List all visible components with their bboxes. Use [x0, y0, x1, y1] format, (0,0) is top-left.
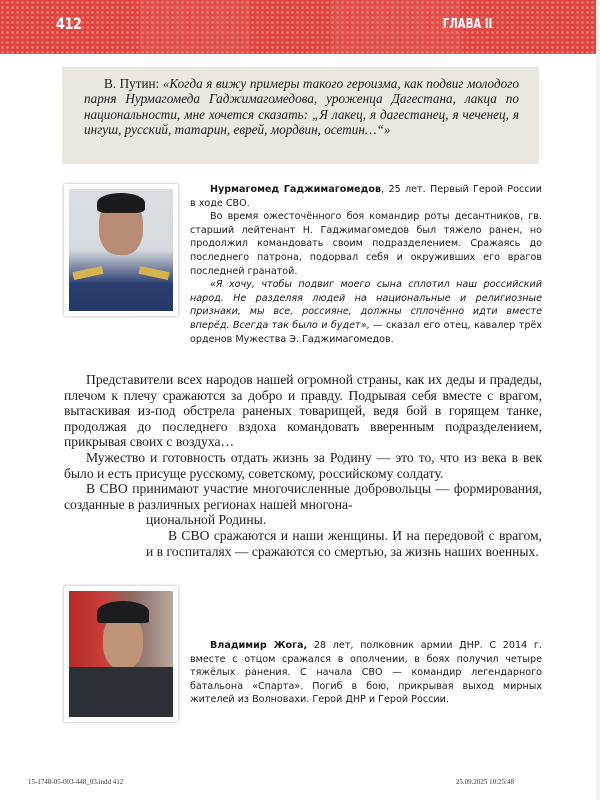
hero1-photo — [64, 184, 178, 316]
shoulder-strap-right — [138, 266, 169, 280]
body-paragraph: В СВО принимают участие многочисленные добровольцы — формирования, созданные в различных регионах нашей многона- — [64, 481, 542, 512]
uniform-shape — [69, 667, 173, 717]
halftone-band — [330, 0, 460, 54]
hero2-caption — [190, 639, 542, 707]
father-attribution: , — сказал его отец, кавалер трёх орденов Мужества Э. Гаджимагомедов. — [190, 319, 542, 345]
body-paragraph: Представители всех народов нашей огромной страны, как их деды и прадеды, плечом к плечу сражаются за добро и правду. Подрывая себя вместе с врагом, вытаскивая из-под обстрела раненых товарищей, ведя бой в горящем танке, продолжая до последнего вздоха командовать вверенным подразделением, прикрывая своих с воздуха… — [64, 372, 542, 450]
hero1-paragraph: Во время ожесточённого боя командир роты десантников, гв. старший лейтенант Н. Гаджимагомедов был тяжело ранен, но продолжил командовать своим подразделением. Сражаясь до последнего патрона, подорвал себя и окруживших его врагов последней гранатой. — [190, 211, 542, 277]
body-paragraph: Мужество и готовность отдать жизнь за Родину — это то, что из века в век было и есть присуще русскому, советскому, российскому солдату. — [64, 449, 542, 481]
hero2-photo — [64, 586, 178, 722]
hair-shape — [97, 193, 145, 213]
beret-shape — [97, 601, 149, 623]
halftone-band — [140, 0, 250, 54]
hero1-caption — [190, 183, 542, 346]
body-paragraph: В СВО сражаются и наши женщины. И на передовой с врагом, и в госпиталях — сражаются со смертью, за жизнь наших военных. — [146, 527, 542, 559]
quote-speaker: В. Путин: — [104, 76, 163, 91]
body-paragraph-tail: циональной Родины. — [146, 512, 267, 528]
footer-timestamp: 25.09.2025 10:25:48 — [455, 778, 514, 786]
shoulder-strap-left — [72, 266, 103, 280]
footer-file-info: 15-1748-05-003-448_03.indd 412 — [28, 778, 124, 786]
page-edge — [596, 0, 600, 800]
portrait-image — [69, 189, 173, 311]
portrait-image — [69, 591, 173, 717]
chapter-label: ГЛАВА II — [442, 17, 492, 32]
hero1-name: Нурмагомед Гаджимагомедов — [210, 184, 382, 195]
page-header — [0, 0, 600, 54]
quote-text: «Когда я вижу примеры такого героизма, как подвиг молодого парня Нурмагомеда Гаджимагомедова, уроженца Дагестана, лакца по национальности, мне хочется сказать: „Я лакец, я дагестанец, я чеченец, я ингуш, русский, татарин, еврей, мордвин, осетин…“» — [84, 76, 519, 138]
putin-quote-box — [62, 67, 539, 164]
hero1-intro: , 25 лет. Первый Герой России в ходе СВО. — [190, 184, 542, 209]
main-text — [64, 372, 542, 559]
hero2-name: Владимир Жога, — [210, 640, 308, 651]
hero2-text: 28 лет, полковник армии ДНР. С 2014 г. вместе с отцом сражался в ополчении, в боях получил четыре тяжёлых ранения. С начала СВО — командир легендарного батальона «Спарта». Погиб в бою, прикрывая выход мирных жителей из Волновахи. Герой ДНР и Герой России. — [190, 640, 542, 706]
father-quote: «Я хочу, чтобы подвиг моего сына сплотил наш российский народ. Не разделяя людей на национальные и религиозные признаки, мы все, россияне, должны сплочённо идти вместе вперёд. Всегда так было и будет» — [190, 279, 542, 331]
page-number: 412 — [56, 14, 82, 33]
